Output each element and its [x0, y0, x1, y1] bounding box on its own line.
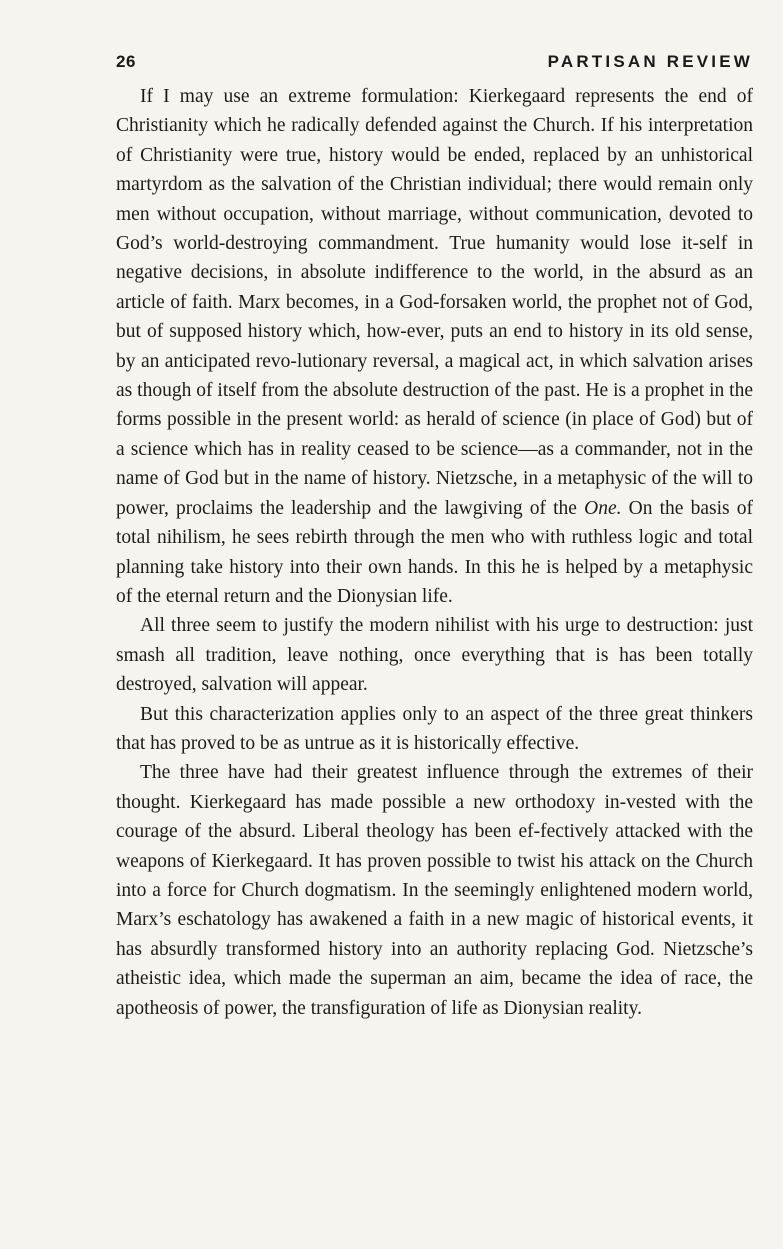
emphasis-one: One. [584, 497, 622, 519]
paragraph-1 [116, 82, 753, 611]
paragraph-1-text-continued: On the basis of total nihilism, he sees rebirth through the men who with ruthless logic and total planning take history into their own hands. In this he is helped by a metaphysic of the eternal return and the Dionysian life. [116, 497, 753, 607]
paragraph-4: The three have had their greatest influence through the extremes of their thought. Kierkegaard has made possible a new orthodoxy in-vested with the courage of the absurd. Liberal theology has been ef-fectively attacked with the weapons of Kierkegaard. It has proven possible to twist his attack on the Church into a force for Church dogmatism. In the seemingly enlightened modern world, Marx’s eschatology has awakened a faith in a new magic of historical events, it has absurdly transformed history into an authority replacing God. Nietzsche’s atheistic idea, which made the superman an aim, became the idea of race, the apotheosis of power, the transfiguration of life as Dionysian reality. [116, 762, 753, 1019]
paragraph-3: But this characterization applies only to an aspect of the three great thinkers that has proved to be as untrue as it is historically effective. [116, 703, 753, 754]
paragraph-2: All three seem to justify the modern nihilist with his urge to destruction: just smash all tradition, leave nothing, once everything that is has been totally destroyed, salvation will appear. [116, 615, 753, 696]
page-number: 26 [116, 52, 136, 71]
body-text [116, 82, 753, 1023]
running-head [116, 52, 753, 74]
journal-title: PARTISAN REVIEW [547, 52, 753, 71]
paragraph-1-text: If I may use an extreme formulation: Kierkegaard represents the end of Christianity which he radically defended against the Church. If his interpretation of Christianity were true, history would be ended, replaced by an unhistorical martyrdom as the salvation of the Christian individual; there would remain only men without occupation, without marriage, without communication, devoted to God’s world-destroying commandment. True humanity would lose it-self in negative decisions, in absolute indifference to the world, in the absurd as an article of faith. Marx becomes, in a God-forsaken world, the prophet not of God, but of supposed history which, how-ever, puts an end to history in its old sense, by an anticipated revo-lutionary reversal, a magical act, in which salvation arises as though of itself from the absolute destruction of the past. He is a prophet in the forms possible in the present world: as herald of science (in place of God) but of a science which has in reality ceased to be science—as a commander, not in the name of God but in the name of history. Nietzsche, in a metaphysic of the will to power, proclaims the leadership and the lawgiving of the [116, 86, 753, 519]
